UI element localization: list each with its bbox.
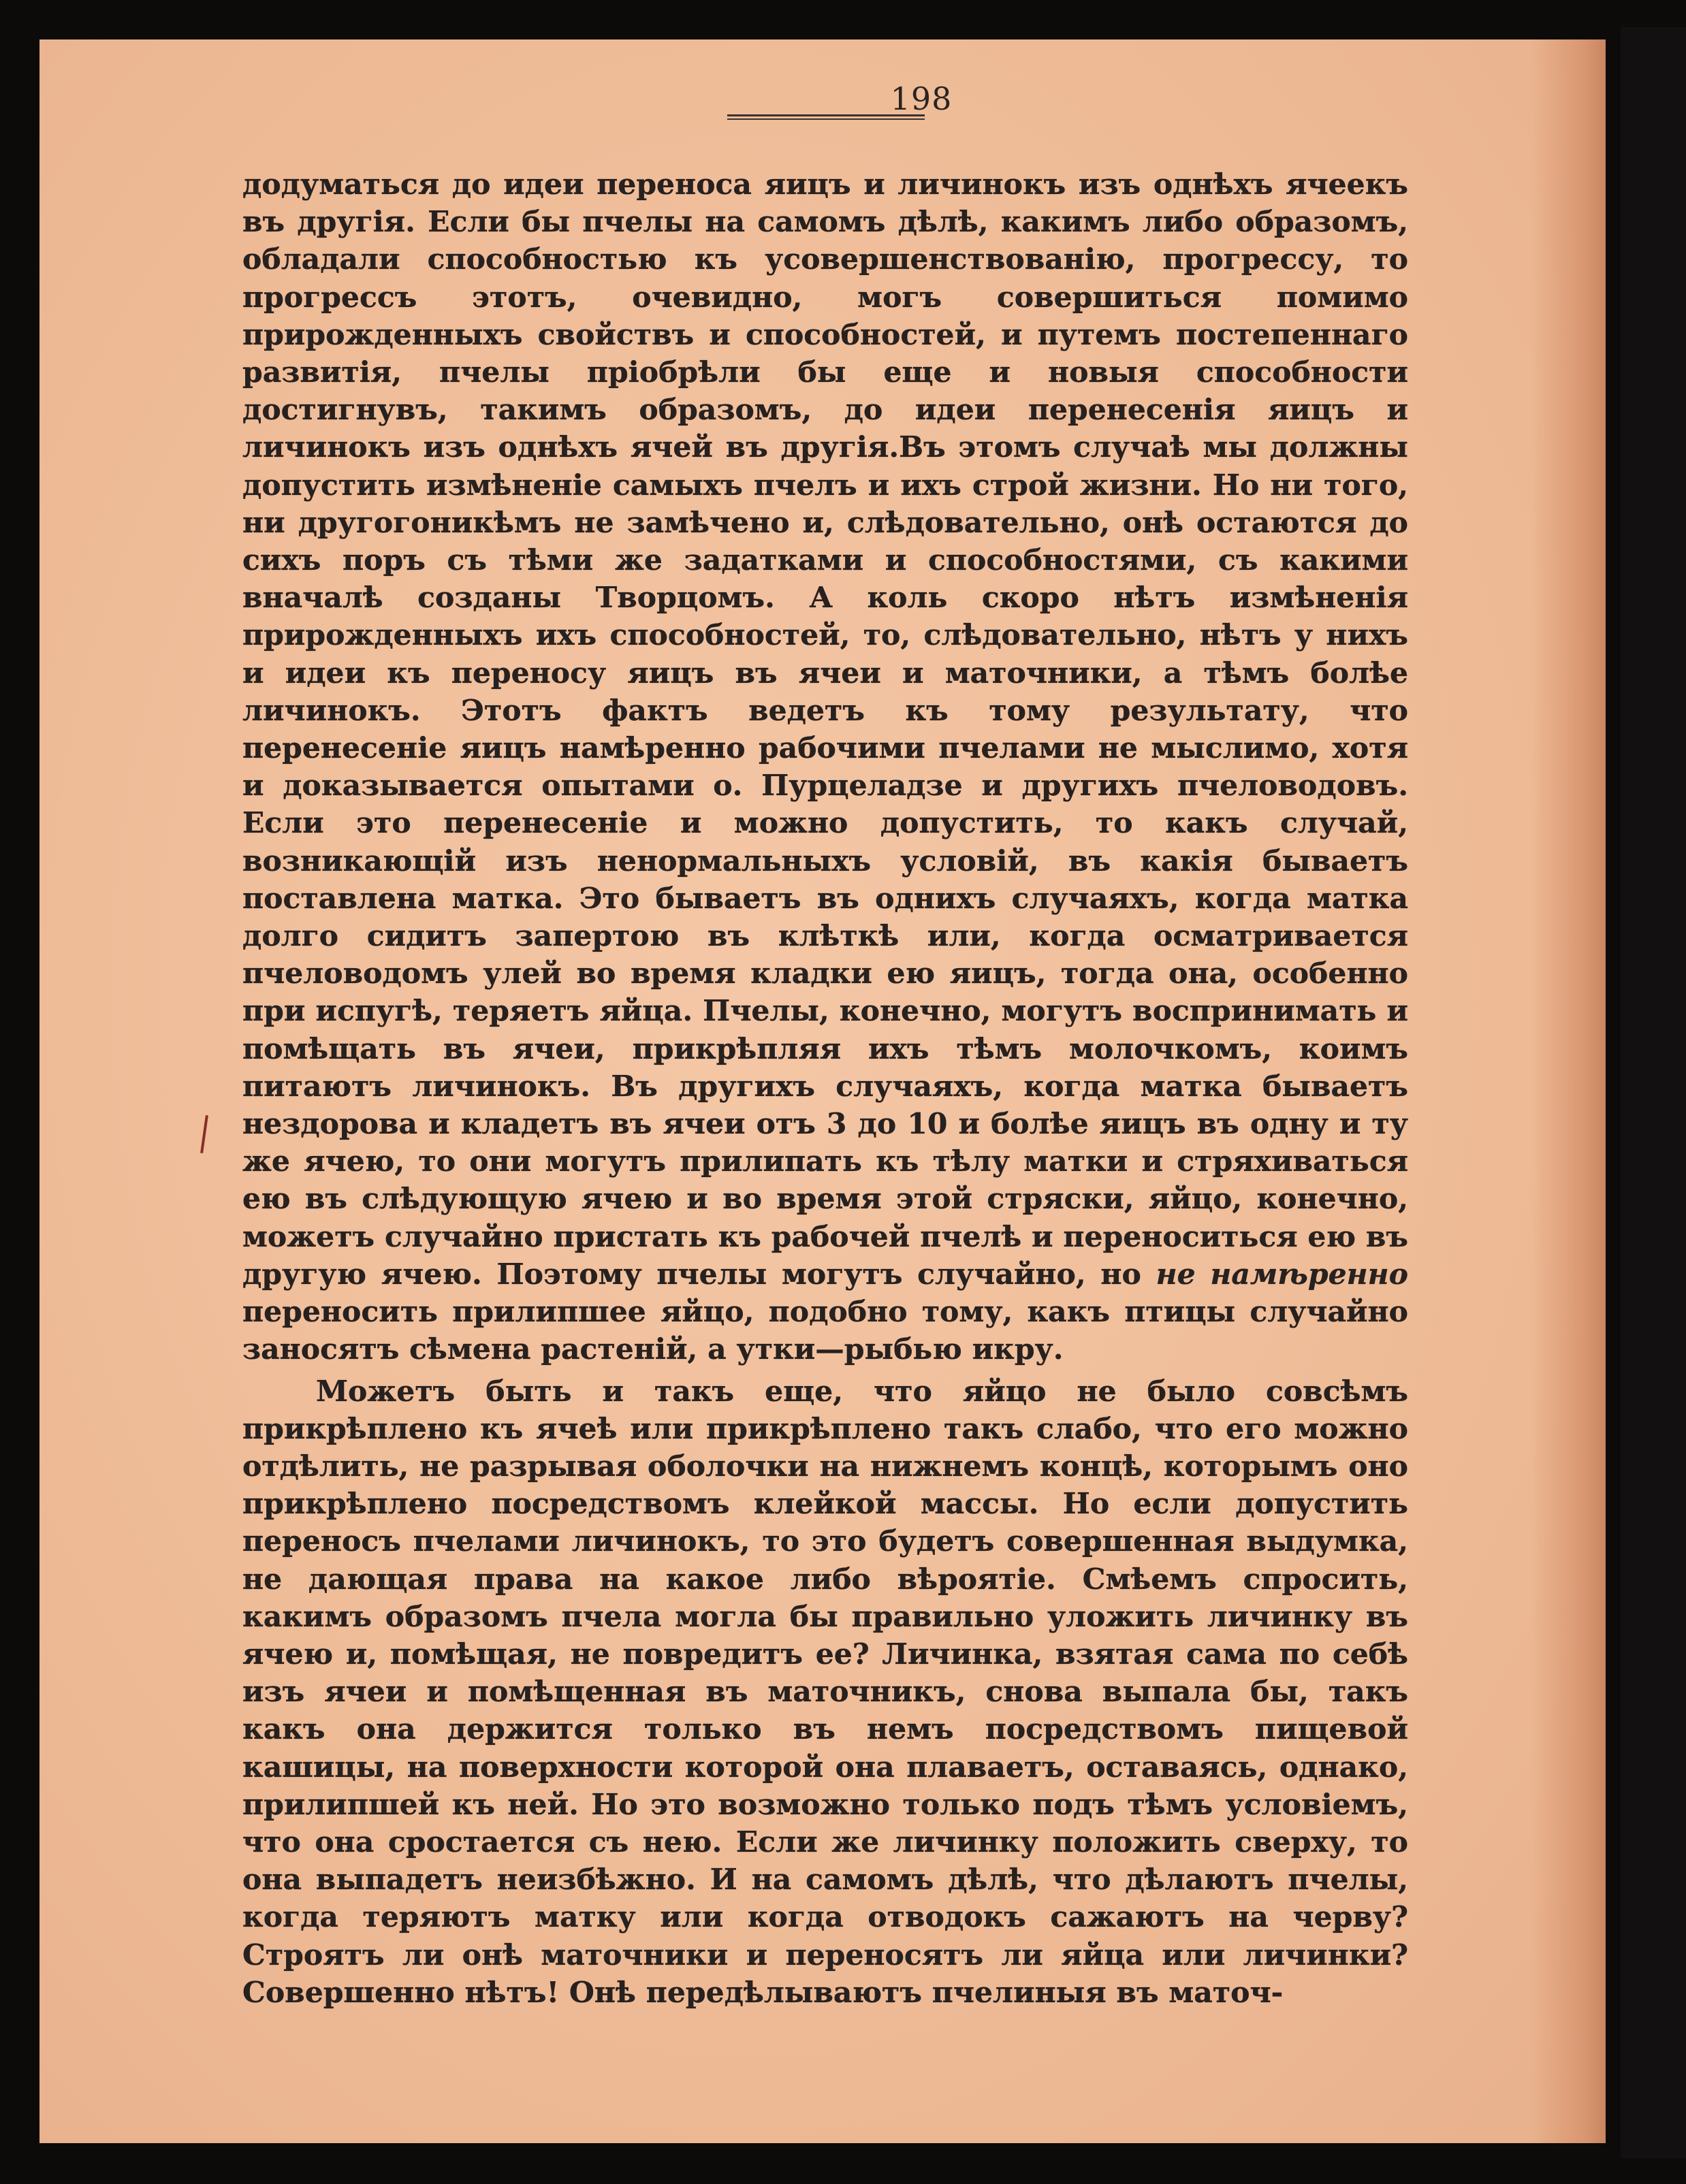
paragraph-text-end: переносить прилипшее яйцо, подобно тому, какъ птицы случайно заносятъ сѣмена растеній, а утки—рыбью икру. bbox=[242, 1295, 1408, 1367]
page-header bbox=[39, 80, 1606, 117]
paragraph-text: Можетъ быть и такъ еще, что яйцо не было совсѣмъ прикрѣплено къ ячеѣ или прикрѣплено такъ слабо, что его можно отдѣлить, не разрывая оболочки на нижнемъ концѣ, которымъ оно прикрѣплено посредствомъ клейкой массы. Но если допустить переносъ пчелами личинокъ, то это будетъ совершенная выдумка, не дающая права на какое либо вѣроятіе. Смѣемъ спросить, какимъ образомъ пчела могла бы правильно уложить личинку въ ячею и, помѣщая, не повредитъ ее? Личинка, взятая сама по себѣ изъ ячеи и помѣщенная въ маточникъ, снова выпала бы, такъ какъ она держится только въ немъ посредствомъ пищевой кашицы, на поверхности которой она плаваетъ, оставаясь, однако, прилипшей къ ней. Но это возможно только подъ тѣмъ условіемъ, что она сростается съ нею. Если же личинку положить сверху, то она выпадетъ неизбѣжно. И на самомъ дѣлѣ, что дѣлаютъ пчелы, когда теряютъ матку или когда отводокъ сажаютъ на черву? Строятъ ли онѣ маточники и переносятъ ли яйца или личинки? Совершенно нѣтъ! Онѣ передѣлываютъ пчелиныя въ маточ- bbox=[242, 1374, 1408, 2010]
book-gutter-shadow bbox=[1531, 39, 1606, 2143]
paragraph bbox=[242, 1373, 1408, 2012]
book-page bbox=[39, 39, 1606, 2143]
emphasis-text: не намѣренно bbox=[1156, 1257, 1408, 1291]
ink-mark bbox=[200, 1115, 208, 1153]
paragraph-text: додуматься до идеи переноса яицъ и личинокъ изъ однѣхъ ячеекъ въ другія. Если бы пчелы на самомъ дѣлѣ, какимъ либо образомъ, обладали способностью къ усовершенствованію, прогрессу, то прогрессъ этотъ, очевидно, могъ совершиться помимо прирожденныхъ свойствъ и способностей, и путемъ постепеннаго развитія, пчелы пріобрѣли бы еще и новыя способности достигнувъ, такимъ образомъ, до идеи перенесенія яицъ и личинокъ изъ однѣхъ ячей въ другія.Въ этомъ случаѣ мы должны допустить измѣненіе самыхъ пчелъ и ихъ строй жизни. Но ни того, ни другогоникѣмъ не замѣчено и, слѣдовательно, онѣ остаются до сихъ поръ съ тѣми же задатками и способностями, съ какими вначалѣ созданы Творцомъ. А коль скоро нѣтъ измѣненія прирожденныхъ ихъ способностей, то, слѣдовательно, нѣтъ у нихъ и идеи къ переносу яицъ въ ячеи и маточники, а тѣмъ болѣе личинокъ. Этотъ фактъ ведетъ къ тому результату, что перенесеніе яицъ намѣренно рабочими пчелами не мыслимо, хотя и доказывается опытами о. Пурцеладзе и другихъ пчеловодовъ. Если это перенесеніе и можно допустить, то какъ случай, возникающій изъ ненормальныхъ условій, въ какія бываетъ поставлена матка. Это бываетъ въ однихъ случаяхъ, когда матка долго сидитъ запертою въ клѣткѣ или, когда осматривается пчеловодомъ улей во время кладки ею яицъ, тогда она, особенно при испугѣ, теряетъ яйца. Пчелы, конечно, могутъ воспринимать и помѣщать въ ячеи, прикрѣпляя ихъ тѣмъ молочкомъ, коимъ питаютъ личинокъ. Въ другихъ случаяхъ, когда матка бываетъ нездорова и кладетъ въ ячеи отъ 3 до 10 и болѣе яицъ въ одну и ту же ячею, то они могутъ прилипать къ тѣлу матки и стряхиваться ею въ слѣдующую ячею и во время этой стряски, яйцо, конечно, можетъ случайно пристать къ рабочей пчелѣ и переноситься ею въ другую ячею. Поэтому пчелы могутъ случайно, но bbox=[242, 167, 1408, 1291]
body-text bbox=[242, 166, 1408, 2012]
header-rule bbox=[727, 114, 925, 120]
scan-dark-edge bbox=[1621, 27, 1686, 2158]
paragraph bbox=[242, 166, 1408, 1369]
page-number: 198 bbox=[890, 80, 953, 117]
